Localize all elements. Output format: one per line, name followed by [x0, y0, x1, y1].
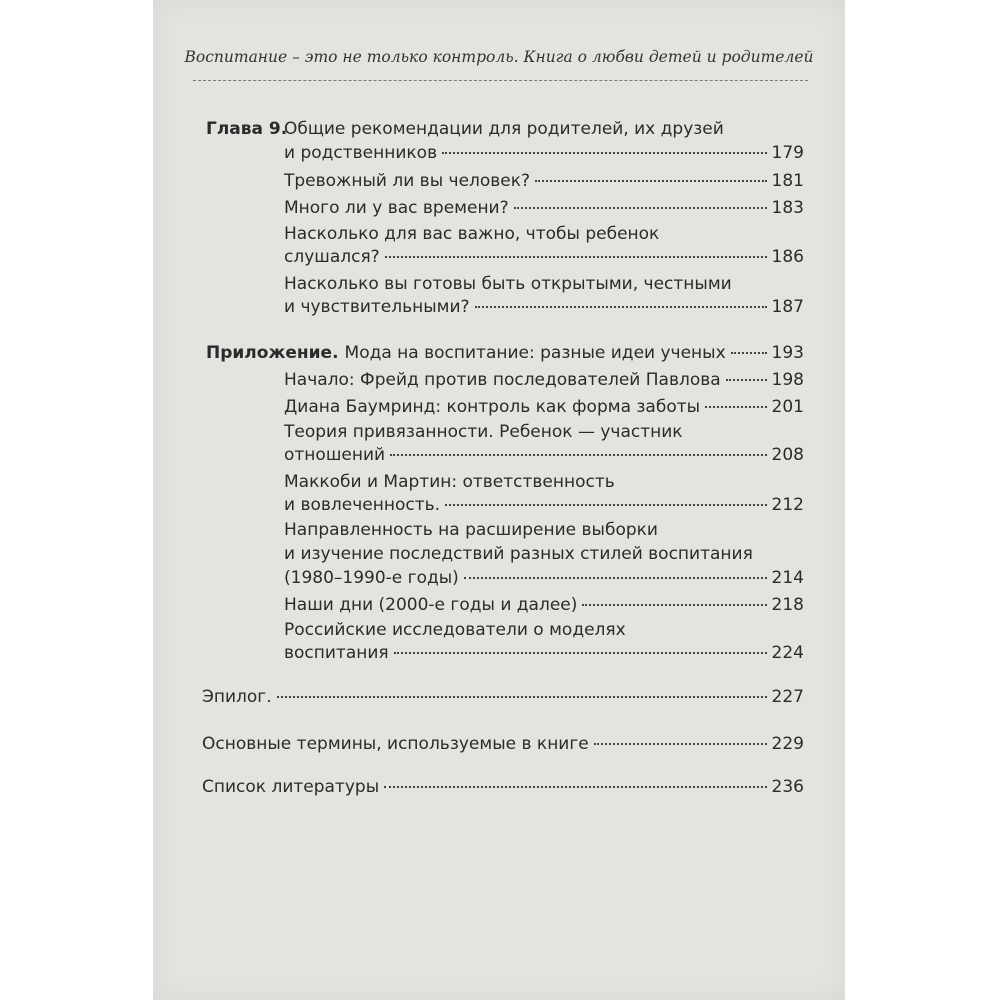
- page-number: 183: [771, 198, 804, 218]
- page-number: 212: [771, 495, 804, 515]
- header-rule: [193, 80, 808, 81]
- entry-title-line: слушался?: [284, 247, 380, 267]
- book-page: [153, 0, 845, 1000]
- dot-leader: [277, 696, 767, 698]
- dot-leader: [705, 406, 766, 408]
- toc-entry: [284, 367, 804, 393]
- toc-entry: [284, 565, 804, 591]
- page-number: 208: [771, 445, 804, 465]
- page-number: 218: [771, 595, 804, 615]
- dot-leader: [475, 306, 767, 308]
- entry-title-line: отношений: [284, 445, 386, 465]
- entry-title-line: и вовлеченность.: [284, 495, 441, 515]
- entry-title: Список литературы: [202, 777, 380, 797]
- dot-leader: [594, 743, 767, 745]
- entry-title: Основные термины, используемые в книге: [202, 734, 589, 754]
- toc-entry: [284, 168, 804, 194]
- page-number: 179: [771, 143, 804, 163]
- chapter-label: Глава 9.: [206, 119, 288, 139]
- dot-leader: [390, 454, 767, 456]
- toc-entry: [284, 140, 804, 166]
- entry-title: Много ли у вас времени?: [284, 198, 509, 218]
- toc-entry: [202, 774, 804, 800]
- running-head: Воспитание – это не только контроль. Книга о любви детей и родителей: [184, 48, 814, 66]
- dot-leader: [464, 577, 767, 579]
- page-number: 198: [771, 370, 804, 390]
- page-number: 193: [771, 343, 804, 363]
- dot-leader: [535, 180, 766, 182]
- appendix-label: Приложение.: [206, 343, 339, 363]
- chapter-title-line: Общие рекомендации для родителей, их друзей: [284, 119, 724, 139]
- dot-leader: [514, 207, 767, 209]
- toc-entry: [284, 294, 804, 320]
- toc-entry: [284, 592, 804, 618]
- entry-title: Диана Баумринд: контроль как форма заботы: [284, 397, 701, 417]
- page-number: 214: [771, 568, 804, 588]
- dot-leader: [384, 786, 766, 788]
- dot-leader: [394, 652, 767, 654]
- toc-entry: [284, 244, 804, 270]
- page-number: 187: [771, 297, 804, 317]
- page-number: 227: [771, 687, 804, 707]
- entry-title: Эпилог.: [202, 687, 272, 707]
- toc-entry: [284, 195, 804, 221]
- entry-title-line: Насколько для вас важно, чтобы ребенок: [284, 224, 660, 244]
- page-number: 224: [771, 643, 804, 663]
- toc-entry: [284, 492, 804, 518]
- chapter-title-line: и родственников: [284, 143, 438, 163]
- toc-entry: [202, 684, 804, 710]
- dot-leader: [445, 504, 767, 506]
- entry-title: Начало: Фрейд против последователей Павлова: [284, 370, 721, 390]
- entry-title-line: Теория привязанности. Ребенок — участник: [284, 422, 683, 442]
- page-number: 181: [771, 171, 804, 191]
- toc-entry: [284, 394, 804, 420]
- page-number: 186: [771, 247, 804, 267]
- page-number: 236: [771, 777, 804, 797]
- dot-leader: [385, 256, 767, 258]
- page-number: 229: [771, 734, 804, 754]
- toc-entry: [202, 731, 804, 757]
- entry-title-line: Российские исследователи о моделях: [284, 620, 626, 640]
- dot-leader: [582, 604, 766, 606]
- dot-leader: [731, 352, 767, 354]
- dot-leader: [726, 379, 767, 381]
- dot-leader: [442, 152, 766, 154]
- toc-entry: [284, 640, 804, 666]
- toc-entry: [206, 340, 804, 366]
- toc-entry: [284, 442, 804, 468]
- appendix-title: Мода на воспитание: разные идеи ученых: [344, 343, 726, 363]
- entry-title: Тревожный ли вы человек?: [284, 171, 531, 191]
- page-number: 201: [771, 397, 804, 417]
- entry-title-line: Маккоби и Мартин: ответственность: [284, 472, 615, 492]
- entry-title-line: (1980–1990-е годы): [284, 568, 459, 588]
- entry-title-line: Насколько вы готовы быть открытыми, честными: [284, 274, 732, 294]
- entry-title-line: Направленность на расширение выборки: [284, 520, 658, 540]
- entry-title-line: и изучение последствий разных стилей воспитания: [284, 544, 753, 564]
- entry-title-line: и чувствительными?: [284, 297, 470, 317]
- entry-title: Наши дни (2000-е годы и далее): [284, 595, 578, 615]
- entry-title-line: воспитания: [284, 643, 389, 663]
